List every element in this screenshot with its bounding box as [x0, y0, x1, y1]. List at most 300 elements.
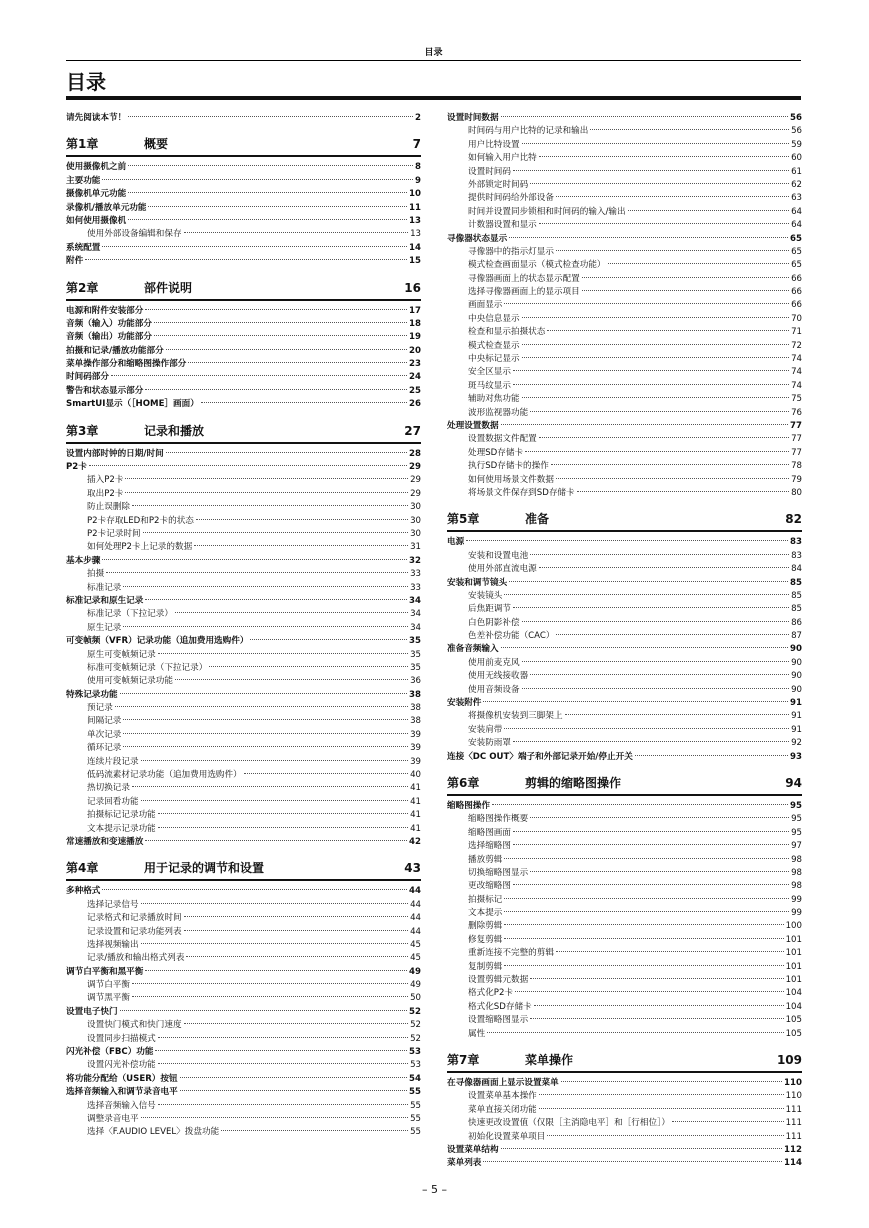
toc-subsection-entry[interactable] [447, 1001, 802, 1014]
chapter-title: 剪辑的缩略图操作 [525, 775, 622, 790]
toc-subsection-entry[interactable] [447, 737, 802, 750]
toc-subsection-entry[interactable] [66, 488, 421, 501]
toc-subsection-entry[interactable] [447, 894, 802, 907]
chapter-number: 第6章 [447, 775, 480, 790]
toc-subsection-entry[interactable] [447, 724, 802, 737]
toc-section-entry[interactable] [66, 1046, 421, 1059]
entry-page: 10 [409, 189, 421, 200]
toc-section-entry[interactable] [447, 697, 802, 710]
entry-page: 111 [785, 1118, 802, 1129]
entry-page: 112 [784, 1144, 802, 1155]
entry-page: 85 [791, 604, 802, 615]
toc-subsection-entry[interactable] [447, 474, 802, 487]
toc-subsection-entry[interactable] [447, 487, 802, 500]
toc-subsection-entry[interactable] [447, 550, 802, 563]
entry-page: 90 [791, 684, 802, 695]
dot-leader [125, 478, 408, 479]
dot-leader [125, 492, 408, 493]
entry-page: 83 [791, 550, 802, 561]
entry-page: 104 [785, 988, 802, 999]
toc-subsection-entry[interactable] [66, 1126, 421, 1139]
entry-title: 选择缩略图 [468, 841, 511, 852]
dot-leader [513, 170, 789, 171]
toc-subsection-entry[interactable] [447, 206, 802, 219]
entry-title: 将摄像机安装到三脚架上 [468, 711, 563, 722]
entry-page: 95 [791, 827, 802, 838]
entry-page: 78 [791, 461, 802, 472]
entry-page: 56 [790, 113, 802, 123]
dot-leader [201, 402, 407, 403]
entry-page: 90 [791, 671, 802, 682]
toc-section-entry[interactable] [66, 202, 421, 215]
entry-title: 寻像器画面上的状态显示配置 [468, 273, 580, 284]
toc-subsection-entry[interactable] [447, 840, 802, 853]
dot-leader [513, 884, 789, 885]
entry-title: 选择〈F.AUDIO LEVEL〉拨盘功能 [87, 1127, 220, 1138]
entry-page: 98 [791, 854, 802, 865]
entry-page: 92 [791, 738, 802, 749]
toc-subsection-entry[interactable] [447, 920, 802, 933]
entry-title: 格式化P2卡 [468, 988, 514, 999]
entry-page: 29 [409, 462, 421, 473]
entry-page: 30 [410, 528, 421, 539]
dot-leader [180, 1077, 407, 1078]
entry-title: 属性 [468, 1028, 486, 1039]
entry-page: 86 [791, 617, 802, 628]
entry-title: 时间码部分 [66, 372, 109, 383]
toc-subsection-entry[interactable] [447, 380, 802, 393]
toc-subsection-entry[interactable] [447, 1014, 802, 1027]
toc-section-entry[interactable] [66, 358, 421, 371]
entry-page: 95 [791, 814, 802, 825]
entry-page: 50 [410, 993, 421, 1004]
toc-subsection-entry[interactable] [66, 729, 421, 742]
toc-subsection-entry[interactable] [447, 657, 802, 670]
toc-subsection-entry[interactable] [66, 1113, 421, 1126]
toc-subsection-entry[interactable] [447, 286, 802, 299]
chapter-page: 27 [404, 423, 421, 438]
entry-page: 33 [410, 569, 421, 580]
toc-subsection-entry[interactable] [447, 139, 802, 152]
toc-subsection-entry[interactable] [66, 568, 421, 581]
entry-page: 25 [409, 385, 421, 396]
toc-section-entry[interactable] [66, 836, 421, 849]
dot-leader [515, 991, 784, 992]
toc-subsection-entry[interactable] [66, 939, 421, 952]
dot-leader [539, 1094, 784, 1095]
toc-section-entry[interactable] [66, 161, 421, 174]
entry-title: 初始化设置菜单项目 [468, 1131, 546, 1142]
entry-page: 95 [790, 800, 802, 811]
toc-section-entry[interactable] [66, 635, 421, 648]
toc-subsection-entry[interactable] [447, 353, 802, 366]
dot-leader [551, 464, 789, 465]
entry-title: 选择音频输入信号 [87, 1100, 156, 1111]
toc-section-entry[interactable] [66, 385, 421, 398]
dot-leader [155, 1050, 407, 1051]
toc-subsection-entry[interactable] [66, 622, 421, 635]
entry-title: 调节白平衡 [87, 980, 130, 991]
toc-subsection-entry[interactable] [66, 515, 421, 528]
toc-subsection-entry[interactable] [447, 313, 802, 326]
toc-subsection-entry[interactable] [447, 987, 802, 1000]
toc-subsection-entry[interactable] [447, 974, 802, 987]
entry-page: 65 [790, 233, 802, 244]
entry-title: 后焦距调节 [468, 604, 511, 615]
toc-section-entry[interactable] [447, 1077, 802, 1090]
toc-subsection-entry[interactable] [66, 992, 421, 1005]
toc-section-entry[interactable] [66, 318, 421, 331]
toc-section-entry[interactable] [66, 242, 421, 255]
toc-subsection-entry[interactable] [447, 947, 802, 960]
toc-subsection-entry[interactable] [447, 1117, 802, 1130]
toc-section-entry[interactable] [447, 577, 802, 590]
entry-title: 时间并设置同步锁相和时间码的输入/输出 [468, 206, 626, 217]
toc-subsection-entry[interactable] [447, 273, 802, 286]
dot-leader [539, 437, 789, 438]
toc-section-entry[interactable] [66, 555, 421, 568]
entry-title: 寻像器中的指示灯显示 [468, 246, 554, 257]
entry-title: 执行SD存储卡的操作 [468, 461, 549, 472]
entry-page: 20 [409, 345, 421, 356]
entry-page: 52 [410, 1020, 421, 1031]
toc-subsection-entry[interactable] [66, 769, 421, 782]
toc-subsection-entry[interactable] [447, 827, 802, 840]
toc-section-entry[interactable] [66, 1073, 421, 1086]
dot-leader [132, 505, 408, 506]
entry-page: 85 [790, 577, 802, 588]
chapter-heading[interactable] [66, 135, 421, 157]
toc-subsection-entry[interactable] [447, 961, 802, 974]
entry-title: 使用外部设备编辑和保存 [87, 229, 182, 240]
dot-leader [132, 786, 408, 787]
toc-subsection-entry[interactable] [66, 649, 421, 662]
chapter-number: 第1章 [66, 137, 99, 152]
toc-subsection-entry[interactable] [447, 867, 802, 880]
toc-section-entry[interactable] [66, 112, 421, 125]
dot-leader [530, 554, 789, 555]
entry-page: 35 [409, 636, 421, 647]
chapter-heading[interactable] [66, 859, 421, 881]
dot-leader [522, 621, 789, 622]
toc-section-entry[interactable] [66, 331, 421, 344]
dot-leader [123, 719, 408, 720]
toc-subsection-entry[interactable] [447, 433, 802, 446]
toc-section-entry[interactable] [66, 1086, 421, 1099]
toc-section-entry[interactable] [66, 461, 421, 474]
entry-page: 111 [785, 1104, 802, 1115]
toc-subsection-entry[interactable] [447, 684, 802, 697]
toc-subsection-entry[interactable] [447, 590, 802, 603]
toc-subsection-entry[interactable] [447, 710, 802, 723]
toc-subsection-entry[interactable] [447, 1131, 802, 1144]
dot-leader [115, 706, 408, 707]
toc-subsection-entry[interactable] [66, 979, 421, 992]
toc-subsection-entry[interactable] [447, 563, 802, 576]
toc-subsection-entry[interactable] [447, 259, 802, 272]
entry-title: 请先阅读本节！ [66, 113, 127, 123]
entry-title: 缩略图画面 [468, 827, 511, 838]
toc-section-entry[interactable] [66, 448, 421, 461]
toc-section-entry[interactable] [447, 233, 802, 246]
entry-title: 文本提示记录功能 [87, 823, 156, 834]
chapter-heading[interactable] [447, 510, 802, 532]
title-divider [66, 96, 801, 100]
dot-leader [561, 1081, 782, 1082]
dot-leader [184, 1023, 409, 1024]
chapter-page: 16 [404, 280, 421, 295]
toc-subsection-entry[interactable] [66, 809, 421, 822]
toc-subsection-entry[interactable] [447, 1090, 802, 1103]
toc-subsection-entry[interactable] [447, 670, 802, 683]
toc-subsection-entry[interactable] [66, 1100, 421, 1113]
chapter-heading[interactable] [66, 279, 421, 301]
entry-title: 在寻像器画面上显示设置菜单 [447, 1078, 559, 1088]
toc-section-entry[interactable] [66, 1006, 421, 1019]
entry-page: 39 [410, 729, 421, 740]
toc-section-entry[interactable] [447, 420, 802, 433]
entry-title: 主要功能 [66, 175, 101, 186]
entry-page: 72 [791, 340, 802, 351]
toc-subsection-entry[interactable] [447, 366, 802, 379]
toc-section-entry[interactable] [66, 305, 421, 318]
toc-subsection-entry[interactable] [447, 299, 802, 312]
toc-subsection-entry[interactable] [66, 474, 421, 487]
chapter-heading[interactable] [447, 774, 802, 796]
entry-title: 修复剪辑 [468, 934, 503, 945]
entry-page: 77 [791, 434, 802, 445]
toc-section-entry[interactable] [66, 371, 421, 384]
entry-title: 用户比特设置 [468, 139, 520, 150]
chapter-title: 菜单操作 [525, 1053, 574, 1067]
chapter-title: 准备 [525, 512, 550, 527]
dot-leader [154, 322, 407, 323]
dot-leader [194, 545, 408, 546]
toc-subsection-entry[interactable] [447, 460, 802, 473]
entry-title: 文本提示 [468, 908, 503, 919]
toc-subsection-entry[interactable] [447, 907, 802, 920]
toc-subsection-entry[interactable] [66, 541, 421, 554]
dot-leader [128, 219, 407, 220]
entry-title: 间隔记录 [87, 716, 122, 727]
toc-subsection-entry[interactable] [447, 179, 802, 192]
dot-leader [539, 223, 789, 224]
dot-leader [513, 607, 789, 608]
entry-title: 计数器设置和显示 [468, 220, 537, 231]
entry-page: 45 [410, 939, 421, 950]
toc-subsection-entry[interactable] [66, 912, 421, 925]
entry-title: 删除剪辑 [468, 921, 503, 932]
chapter-number: 第5章 [447, 512, 480, 527]
entry-title: 连接〈DC OUT〉端子和外部记录开始/停止开关 [447, 751, 633, 762]
entry-title: 特殊记录功能 [66, 689, 118, 700]
toc-subsection-entry[interactable] [66, 1033, 421, 1046]
entry-title: 安装和设置电池 [468, 550, 529, 561]
toc-subsection-entry[interactable] [66, 1059, 421, 1072]
entry-title: 白色阴影补偿 [468, 617, 520, 628]
entry-page: 55 [410, 1127, 421, 1138]
dot-leader [522, 661, 789, 662]
entry-page: 91 [791, 711, 802, 722]
entry-title: 闪光补偿（FBC）功能 [66, 1047, 154, 1058]
toc-subsection-entry[interactable] [66, 952, 421, 965]
dot-leader [158, 1104, 408, 1105]
toc-subsection-entry[interactable] [447, 192, 802, 205]
toc-subsection-entry[interactable] [66, 228, 421, 241]
toc-subsection-entry[interactable] [447, 854, 802, 867]
entry-page: 65 [791, 260, 802, 271]
toc-section-entry[interactable] [447, 536, 802, 549]
toc-subsection-entry[interactable] [447, 617, 802, 630]
entry-page: 41 [410, 823, 421, 834]
entry-page: 90 [791, 657, 802, 668]
toc-subsection-entry[interactable] [447, 166, 802, 179]
toc-subsection-entry[interactable] [447, 125, 802, 138]
toc-subsection-entry[interactable] [447, 934, 802, 947]
entry-title: 色差补偿功能（CAC） [468, 631, 555, 642]
toc-section-entry[interactable] [66, 255, 421, 268]
chapter-number: 第7章 [447, 1053, 480, 1067]
toc-subsection-entry[interactable] [447, 813, 802, 826]
toc-subsection-entry[interactable] [447, 630, 802, 643]
toc-subsection-entry[interactable] [66, 608, 421, 621]
toc-section-entry[interactable] [66, 188, 421, 201]
toc-subsection-entry[interactable] [66, 782, 421, 795]
toc-subsection-entry[interactable] [447, 246, 802, 259]
toc-section-entry[interactable] [447, 643, 802, 656]
chapter-heading[interactable] [66, 422, 421, 444]
toc-section-entry[interactable] [447, 751, 802, 764]
entry-page: 28 [409, 448, 421, 459]
toc-subsection-entry[interactable] [66, 1019, 421, 1032]
dot-leader [123, 586, 408, 587]
toc-section-entry[interactable] [447, 112, 802, 125]
entry-page: 75 [791, 394, 802, 405]
toc-section-entry[interactable] [66, 175, 421, 188]
toc-section-entry[interactable] [66, 966, 421, 979]
dot-leader [132, 996, 408, 997]
toc-subsection-entry[interactable] [447, 340, 802, 353]
toc-subsection-entry[interactable] [447, 1104, 802, 1117]
dot-leader [522, 317, 789, 318]
toc-subsection-entry[interactable] [66, 715, 421, 728]
dot-leader [141, 903, 408, 904]
entry-title: 拍摄 [87, 569, 105, 580]
header-divider [66, 60, 801, 61]
chapter-page: 94 [785, 775, 802, 790]
toc-subsection-entry[interactable] [447, 880, 802, 893]
entry-title: 安装和调节镜头 [447, 577, 508, 588]
dot-leader [143, 532, 408, 533]
toc-subsection-entry[interactable] [66, 675, 421, 688]
dot-leader [522, 143, 789, 144]
toc-subsection-entry[interactable] [66, 823, 421, 836]
toc-subsection-entry[interactable] [447, 152, 802, 165]
dot-leader [504, 728, 789, 729]
toc-section-entry[interactable] [66, 345, 421, 358]
toc-subsection-entry[interactable] [447, 1028, 802, 1041]
dot-leader [145, 389, 407, 390]
dot-leader [102, 889, 407, 890]
dot-leader [509, 237, 788, 238]
toc-subsection-entry[interactable] [447, 326, 802, 339]
dot-leader [577, 491, 789, 492]
entry-title: 低码流素材记录功能（追加费用选购件） [87, 770, 242, 781]
entry-title: 缩略图操作 [447, 800, 490, 811]
entry-title: 辅助对焦功能 [468, 394, 520, 405]
toc-subsection-entry[interactable] [66, 582, 421, 595]
dot-leader [250, 639, 407, 640]
dot-leader [466, 540, 788, 541]
toc-subsection-entry[interactable] [447, 407, 802, 420]
dot-leader [504, 965, 783, 966]
page-number: – 5 – [422, 1183, 447, 1196]
toc-subsection-entry[interactable] [66, 528, 421, 541]
toc-subsection-entry[interactable] [447, 447, 802, 460]
dot-leader [530, 674, 789, 675]
toc-section-entry[interactable] [66, 595, 421, 608]
toc-section-entry[interactable] [447, 1144, 802, 1157]
toc-subsection-entry[interactable] [66, 501, 421, 514]
entry-page: 42 [409, 836, 421, 847]
entry-title: 取出P2卡 [87, 488, 124, 499]
toc-section-entry[interactable] [447, 800, 802, 813]
entry-title: 原生记录 [87, 622, 122, 633]
dot-leader [539, 1108, 784, 1109]
toc-section-entry[interactable] [66, 398, 421, 411]
entry-page: 64 [791, 220, 802, 231]
dot-leader [513, 384, 789, 385]
entry-title: 模式检查显示 [468, 340, 520, 351]
toc-subsection-entry[interactable] [66, 926, 421, 939]
toc-section-entry[interactable] [66, 215, 421, 228]
toc-subsection-entry[interactable] [447, 393, 802, 406]
toc-section-entry[interactable] [447, 1157, 802, 1170]
entry-page: 61 [791, 166, 802, 177]
toc-subsection-entry[interactable] [66, 899, 421, 912]
entry-page: 105 [785, 1015, 802, 1026]
dot-leader [608, 263, 790, 264]
entry-page: 39 [410, 756, 421, 767]
entry-title: 连续片段记录 [87, 756, 139, 767]
toc-subsection-entry[interactable] [66, 756, 421, 769]
entry-page: 104 [785, 1001, 802, 1012]
entry-page: 66 [791, 287, 802, 298]
toc-subsection-entry[interactable] [66, 662, 421, 675]
toc-subsection-entry[interactable] [66, 742, 421, 755]
dot-leader [196, 519, 408, 520]
entry-title: 将功能分配给（USER）按钮 [66, 1073, 178, 1084]
entry-title: 设置菜单结构 [447, 1144, 499, 1155]
toc-section-entry[interactable] [66, 689, 421, 702]
entry-page: 97 [791, 841, 802, 852]
entry-page: 15 [409, 256, 421, 267]
entry-page: 39 [410, 743, 421, 754]
entry-title: 设置剪辑元数据 [468, 975, 529, 986]
dot-leader [522, 344, 789, 345]
dot-leader [492, 804, 788, 805]
toc-section-entry[interactable] [66, 885, 421, 898]
entry-page: 111 [785, 1131, 802, 1142]
toc-subsection-entry[interactable] [447, 603, 802, 616]
entry-page: 8 [415, 162, 421, 173]
toc-subsection-entry[interactable] [66, 796, 421, 809]
entry-page: 35 [410, 662, 421, 673]
chapter-heading[interactable] [447, 1051, 802, 1073]
entry-page: 74 [791, 354, 802, 365]
toc-subsection-entry[interactable] [447, 219, 802, 232]
toc-subsection-entry[interactable] [66, 702, 421, 715]
